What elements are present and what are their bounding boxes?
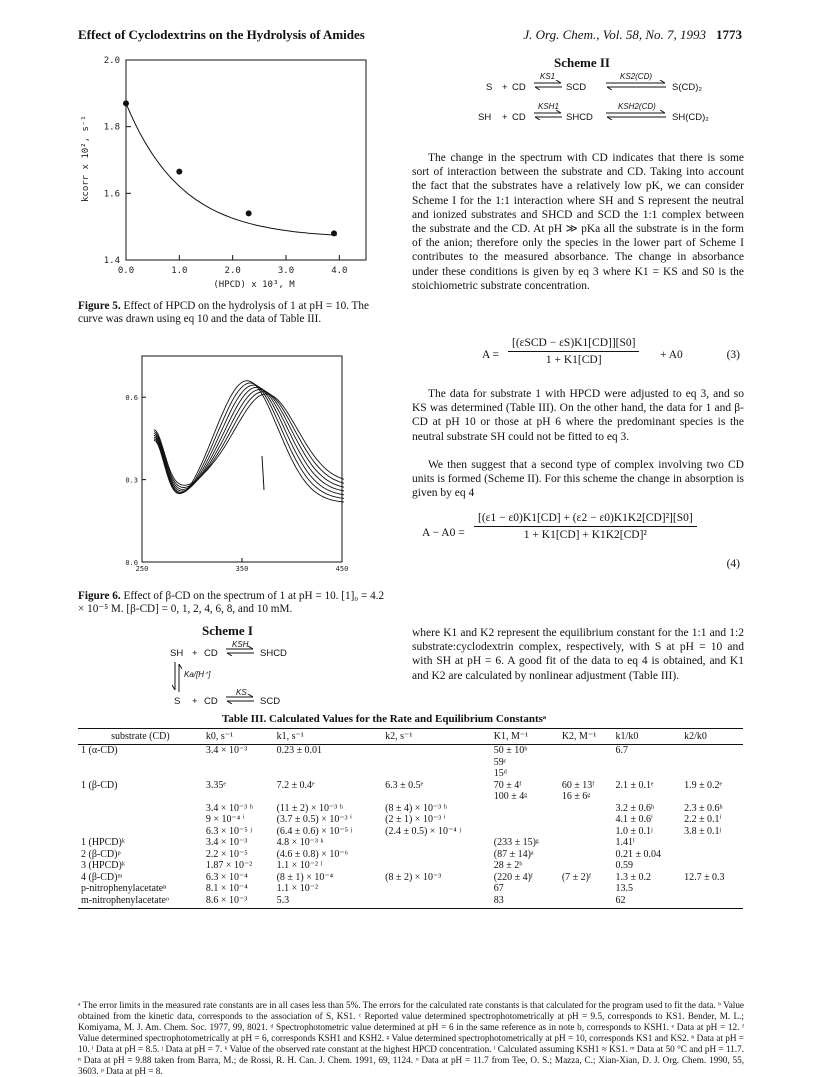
fig5-x-tick-label: 2.0 — [224, 266, 241, 276]
table-cell: 60 ± 13ᶠ — [561, 779, 595, 791]
table-row — [78, 803, 743, 815]
fig6-spectrum-line — [154, 390, 344, 490]
table-cell — [613, 757, 682, 769]
table-row — [78, 780, 743, 792]
table-cell: 2 (β-CD)ᵖ — [81, 848, 121, 860]
fig5-data-point — [176, 169, 182, 175]
table-cell: (233 ± 15)ᵍ — [493, 837, 539, 848]
table-cell — [382, 895, 491, 909]
table-cell: 28 ± 2ᵇ — [493, 860, 523, 871]
fig5-y-tick-label: 1.4 — [103, 256, 120, 266]
fig5-data-point — [246, 210, 252, 216]
table-cell — [203, 768, 274, 780]
figure-6-chart — [112, 350, 352, 582]
table-row — [78, 826, 743, 838]
table-cell: 100 ± 4ᵍ — [493, 791, 528, 802]
s1-sh: SH — [170, 648, 184, 659]
eq3-lhs: A = — [482, 349, 500, 361]
table-cell — [681, 895, 743, 909]
page-number: 1773 — [716, 27, 742, 42]
table-cell: 4 (β-CD)ᵐ — [81, 871, 123, 883]
table-cell: 6.3 × 10⁻⁵ ʲ — [205, 825, 252, 837]
s1-ksh: KSH — [232, 640, 249, 649]
table-cell — [78, 791, 203, 803]
table-cell: (8 ± 2) × 10⁻³ — [385, 871, 442, 883]
equation-4 — [412, 512, 744, 570]
s2-plus1: + — [502, 82, 508, 93]
table-cell — [382, 757, 491, 769]
s2-ksh2: KSH2(CD) — [618, 102, 656, 111]
table-cell: 1.1 × 10⁻² ˡ — [276, 860, 323, 871]
table-cell: 5.3 — [274, 895, 383, 909]
figure-6-caption-text: Effect of β-CD on the spectrum of 1 at pH = 10. [1]₀ = 4.2 × 10⁻⁵ M. [β-CD] = 0, 1, 2, 4, 6, 8, and 10 mM. — [78, 590, 385, 615]
fig5-y-ticks — [104, 56, 131, 266]
table-cell: 6.7 — [615, 745, 629, 756]
table-row — [78, 872, 743, 884]
table-cell — [274, 757, 383, 769]
table-cell: 13.5 — [615, 883, 634, 894]
table-3-title: Table III. Calculated Values for the Rate and Equilibrium Constantsᵃ — [222, 713, 547, 725]
table-cell — [559, 837, 613, 849]
paragraph-1: The change in the spectrum with CD indicates that there is some sort of interaction between the substrate and CD. Taking into account the fact that the substrates have a relatively low pK, we can consider Scheme I for the 1:1 interaction where SH and S represent the neutral and ionized substrates and SHCD and SCD the 1:1 complex between the substrate and the CD. At pH ≫ pKa all the substrate is in the form of the anion; therefore only the species in the lower part of Scheme I contributes to the measured absorbance. The change in absorbance under these conditions is given by eq 3 where K1 = KS and S0 is the stoichiometric substrate concentration. — [412, 152, 744, 292]
eq3-fraction — [508, 337, 639, 366]
table-cell — [681, 860, 743, 872]
fig5-y-tick-label: 1.6 — [103, 189, 120, 200]
figure-5-chart — [78, 52, 378, 292]
table-cell — [382, 860, 491, 872]
figure-5-caption-text: Effect of HPCD on the hydrolysis of 1 at pH = 10. The curve was drawn using eq 10 and the data of Table III. — [78, 300, 369, 325]
table-3 — [78, 728, 743, 909]
eq3-numerator: [(εSCD − εS)K1[CD]][S0] — [508, 337, 639, 352]
s1-vertical-arrows — [172, 662, 182, 692]
s2-ks1: KS1 — [540, 72, 556, 81]
table-cell — [382, 837, 491, 849]
equation-3 — [448, 337, 744, 377]
table-cell: 15ᵈ — [493, 768, 507, 779]
eq4-numerator: [(ε1 − ε0)K1[CD] + (ε2 − ε0)K1K2[CD]²][S0] — [474, 512, 697, 527]
table-cell — [491, 814, 559, 826]
table-cell — [681, 883, 743, 895]
table-cell — [78, 826, 203, 838]
table-cell: 62 — [613, 895, 682, 909]
s2-shcd2: SH(CD)₂ — [672, 112, 709, 123]
table-row — [78, 895, 743, 909]
s2-cd1: CD — [512, 82, 526, 93]
table-cell: 1.9 ± 0.2ᵉ — [684, 779, 723, 791]
figure-5-label: Figure 5. — [78, 300, 121, 312]
table-cell: 6.3 × 10⁻⁴ — [205, 871, 248, 883]
table-cell: (8 ± 1) × 10⁻⁴ — [276, 871, 334, 883]
s1-plus1: + — [192, 648, 198, 659]
table-cell — [382, 849, 491, 861]
table-cell: 8.6 × 10⁻³ — [203, 895, 274, 909]
table-cell — [559, 826, 613, 838]
table-cell — [681, 849, 743, 861]
fig6-y-ticks — [125, 394, 146, 567]
table-cell: m-nitrophenylacetateᵒ — [78, 895, 203, 909]
fig6-x-tick-label: 350 — [235, 565, 249, 573]
figure-6-caption — [78, 590, 386, 616]
fig5-y-tick-label: 2.0 — [103, 56, 120, 66]
eq3-rhs: + A0 — [660, 349, 683, 361]
fig5-y-tick-label: 1.8 — [103, 122, 120, 133]
fig6-spectrum-line — [154, 385, 344, 495]
table-cell — [559, 895, 613, 909]
table-cell: 0.21 ± 0.04 — [615, 848, 662, 860]
running-header-title: Effect of Cyclodextrins on the Hydrolysis of Amides — [78, 27, 365, 42]
table-cell: 83 — [491, 895, 559, 909]
table-cell: 3.2 ± 0.6ʰ — [615, 802, 655, 814]
s2-ks2: KS2(CD) — [620, 72, 653, 81]
table-row — [78, 849, 743, 861]
table-cell — [559, 849, 613, 861]
table-cell: 6.3 ± 0.5ᵉ — [385, 779, 424, 791]
table-row — [78, 745, 743, 757]
table-cell — [78, 803, 203, 815]
s2-sh: SH — [478, 112, 492, 123]
table-cell: (220 ± 4)ᶠ — [493, 871, 533, 883]
table-cell: 4.8 × 10⁻³ ᵏ — [276, 837, 324, 848]
table-row — [78, 860, 743, 872]
fig6-y-tick-label: 0.0 — [125, 559, 138, 567]
s1-ks: KS — [236, 688, 247, 697]
table-cell: 3.35ᵉ — [205, 779, 226, 791]
eq3-number: (3) — [726, 349, 740, 361]
paragraph-4: where K1 and K2 represent the equilibrium constant for the 1:1 and 1:2 substrate:cyclodextrin complex, respectively, with S at pH = 10 and with SH at pH = 6. A good fit of the data to eq 4 is obtained, and K1 and K2 are calculated by nonlinear adjustment (Table III). — [412, 627, 744, 682]
table-cell — [559, 883, 613, 895]
s2-eq-arrow4 — [606, 110, 666, 120]
table-header-cell: substrate (CD) — [78, 729, 203, 745]
s1-scd: SCD — [260, 696, 281, 707]
table-cell: 50 ± 10ᵇ — [493, 745, 528, 756]
table-cell — [78, 814, 203, 826]
table-cell — [203, 757, 274, 769]
table-cell: 8.1 × 10⁻⁴ — [205, 883, 248, 894]
table-cell: 2.2 ± 0.1ⁱ — [684, 814, 722, 825]
s2-cd2: CD — [512, 112, 526, 123]
table-cell — [491, 826, 559, 838]
table-cell — [382, 768, 491, 780]
table-cell: 2.2 × 10⁻⁵ — [205, 848, 248, 860]
table-cell — [559, 860, 613, 872]
table-cell — [78, 768, 203, 780]
table-cell: (2.4 ± 0.5) × 10⁻⁴ ʲ — [385, 825, 461, 837]
figure-6-label: Figure 6. — [78, 590, 121, 602]
table-cell: 0.59 — [615, 860, 634, 871]
scheme-1-title: Scheme I — [202, 623, 253, 638]
paragraph-3: We then suggest that a second type of complex involving two CD units is formed (Scheme II). For this scheme the change in absorption is given by eq 4 — [412, 459, 744, 500]
table-cell: (87 ± 14)ᵃ — [493, 848, 534, 860]
s2-scd: SCD — [566, 82, 587, 93]
table-cell: 0.23 ± 0.01 — [276, 745, 323, 756]
s2-eq-arrow2 — [606, 80, 666, 90]
fig5-plot-frame — [126, 60, 366, 260]
table-cell: (4.6 ± 0.8) × 10⁻⁶ — [276, 848, 349, 860]
table-cell: 2.3 ± 0.6ʰ — [684, 802, 723, 814]
scheme-2 — [476, 68, 746, 128]
table-cell: 3.8 ± 0.1ʲ — [684, 825, 722, 837]
table-header-cell: k2, s⁻¹ — [382, 729, 491, 745]
table-cell: 1.1 × 10⁻² — [276, 883, 318, 894]
table-cell — [491, 803, 559, 815]
table-cell: 3.4 × 10⁻³ ʰ — [205, 802, 253, 814]
table-cell: 1 (HPCD)ᵏ — [81, 837, 125, 848]
s1-eq-arrow1 — [226, 646, 254, 659]
eq4-number: (4) — [726, 558, 740, 570]
running-header-journal — [523, 27, 742, 43]
fig6-spectra — [154, 381, 344, 502]
fig6-x-ticks — [136, 558, 349, 573]
fig6-spectrum-line — [154, 394, 344, 485]
paragraph-2: The data for substrate 1 with HPCD were adjusted to eq 3, and so KS was determined (Table III). On the other hand, the data for 1 and β-CD at pH 10 or those at pH 6 where the predominant species is the neutral substrate SH could not be fitted to eq 3. — [412, 388, 744, 443]
fig5-y-axis-label: kcorr x 10², s⁻¹ — [81, 115, 91, 202]
scheme-2-title: Scheme II — [554, 55, 610, 70]
table-row — [78, 768, 743, 780]
fig6-x-tick-label: 450 — [335, 565, 349, 573]
s2-ksh1: KSH1 — [538, 102, 559, 111]
eq4-lhs: A − A0 = — [422, 527, 465, 539]
fig5-x-tick-label: 1.0 — [171, 266, 188, 276]
table-cell: 12.7 ± 0.3 — [684, 871, 725, 883]
table-cell: 1.0 ± 0.1ʲ — [615, 825, 653, 837]
table-cell — [681, 757, 743, 769]
fig5-x-axis-label: (HPCD) x 10³, M — [213, 280, 295, 290]
table-cell: (8 ± 4) × 10⁻³ ʰ — [385, 802, 447, 814]
table-cell: (7 ± 2)ᶠ — [561, 871, 592, 883]
table-header-row — [78, 729, 743, 745]
fig5-data-point — [123, 100, 129, 106]
table-row — [78, 814, 743, 826]
table-cell: 67 — [493, 883, 504, 894]
table-cell: 1 (β-CD) — [81, 779, 118, 791]
fig6-arrow — [262, 456, 264, 490]
s1-cd1: CD — [204, 648, 218, 659]
s2-eq-arrow3 — [534, 110, 562, 120]
table-cell: 59ᶜ — [493, 756, 507, 768]
s2-eq-arrow1 — [534, 80, 562, 90]
fig5-x-ticks — [118, 255, 348, 276]
table-cell — [559, 745, 613, 757]
table-row — [78, 791, 743, 803]
s1-s: S — [174, 696, 181, 707]
table-cell: 7.2 ± 0.4ᵉ — [276, 779, 315, 791]
table-cell: 2.1 ± 0.1ᵉ — [615, 779, 654, 791]
table-cell: (11 ± 2) × 10⁻³ ʰ — [276, 802, 343, 814]
table-row — [78, 757, 743, 769]
s1-ka: Ka/[H⁺] — [184, 670, 211, 679]
table-cell — [681, 768, 743, 780]
s1-cd2: CD — [204, 696, 218, 707]
s2-shcd: SHCD — [566, 112, 593, 123]
s2-plus2: + — [502, 112, 508, 123]
table-cell: 1 (α-CD) — [81, 745, 118, 756]
fig5-fit-curve — [126, 103, 337, 235]
table-cell: 1.41ˡ — [615, 837, 635, 848]
s2-scd2: S(CD)₂ — [672, 82, 703, 93]
table-header-cell: k0, s⁻¹ — [203, 729, 274, 745]
s2-s: S — [486, 82, 493, 93]
table-row — [78, 837, 743, 849]
table-cell — [274, 791, 383, 803]
table-cell: 70 ± 4ᶠ — [493, 779, 522, 791]
table-header-cell: k1/k0 — [613, 729, 682, 745]
fig5-x-tick-label: 4.0 — [331, 266, 348, 276]
s1-shcd: SHCD — [260, 648, 287, 659]
table-cell: 3 (HPCD)ᵏ — [81, 860, 125, 871]
table-cell: 1.87 × 10⁻² — [205, 860, 253, 871]
table-cell — [274, 768, 383, 780]
table-cell: 16 ± 6ᵍ — [561, 791, 591, 802]
table-header-cell: k1, s⁻¹ — [274, 729, 383, 745]
table-cell: 4.1 ± 0.6ⁱ — [615, 814, 653, 825]
table-cell — [559, 803, 613, 815]
table-cell — [613, 768, 682, 780]
table-cell: p-nitrophenylacetateⁿ — [81, 883, 167, 894]
table-header-cell: K1, M⁻¹ — [491, 729, 559, 745]
table-body — [78, 745, 743, 909]
fig5-x-tick-label: 0.0 — [117, 266, 135, 276]
fig6-x-tick-label: 250 — [135, 565, 149, 573]
table-cell — [559, 814, 613, 826]
journal-citation: J. Org. Chem., Vol. 58, No. 7, 1993 — [523, 27, 706, 42]
table-header-cell: k2/k0 — [681, 729, 743, 745]
table-cell: (3.7 ± 0.5) × 10⁻³ ⁱ — [276, 814, 352, 825]
table-cell: 3.4 × 10⁻³ — [205, 745, 248, 756]
eq4-fraction — [474, 512, 697, 541]
table-cell — [559, 768, 613, 780]
fig5-data-point — [331, 230, 337, 236]
table-cell — [681, 791, 743, 803]
fig5-data-points — [123, 100, 337, 236]
table-cell — [681, 745, 743, 757]
table-cell: (6.4 ± 0.6) × 10⁻⁵ ʲ — [276, 825, 353, 837]
s1-eq-arrow2 — [226, 694, 254, 707]
table-cell — [382, 791, 491, 803]
table-cell: 9 × 10⁻⁴ ⁱ — [205, 814, 245, 825]
table-cell — [681, 837, 743, 849]
table-cell — [78, 757, 203, 769]
table-row — [78, 883, 743, 895]
scheme-1 — [170, 640, 370, 710]
fig6-spectrum-line — [154, 381, 344, 502]
fig5-x-tick-label: 3.0 — [277, 266, 295, 276]
table-cell — [203, 791, 274, 803]
table-cell — [382, 883, 491, 895]
table-cell: (2 ± 1) × 10⁻³ ⁱ — [385, 814, 446, 825]
s1-plus2: + — [192, 696, 198, 707]
eq3-denominator: 1 + K1[CD] — [545, 354, 602, 366]
table-cell — [559, 757, 613, 769]
table-footnotes: ᵃ The error limits in the measured rate constants are in all cases less than 5%. The errors for the calculated rate constants is that calculated for the program used to fit the data. ᵇ Value obtained from the kinetic data, corresponds to the association of S, KS1. ᶜ Reported value determined spectrophotometrically at pH = 9.5, corresponds to KS1. Bender, M. L.; Komiyama, M. J. Am. Chem. Soc. 1977, 99, 8021. ᵈ Spectrophotometric value determined at pH = 6 in the same reference as in note b, corresponds to KSH1. ᵉ Data at pH = 12. ᶠ Value determined spectrophotometrically at pH = 6, corresponds KSH1 and KSH2. ᵍ Value determined spectrophotometrically at pH = 10, corresponds KS1 and KS2. ʰ Data at pH = 10. ⁱ Data at pH = 8.5. ʲ Data at pH = 7. ᵏ Value of the observed rate constant at the highest HPCD concentration. ˡ Calculated assuming KSH1 ≈ KS1. ᵐ Data at 50 °C and pH = 11.7. ⁿ Data at pH = 9.88 taken from Barra, M.; de Rossi, R. H. Can. J. Chem. 1991, 69, 1124. ᵒ Data at pH = 11.7 from Tee, O. S.; Mazza, C.; Xian-Xian, D. J. Org. Chem. 1990, 55, 3603. ᵖ Data at pH = 8. — [78, 1000, 744, 1076]
table-cell: 1.3 ± 0.2 — [615, 871, 652, 883]
table-cell — [613, 791, 682, 803]
fig6-spectrum-line — [154, 387, 344, 491]
table-header-cell: K2, M⁻¹ — [559, 729, 613, 745]
fig6-y-tick-label: 0.3 — [125, 476, 138, 485]
figure-5-caption — [78, 300, 386, 326]
eq4-denominator: 1 + K1[CD] + K1K2[CD]² — [523, 529, 647, 541]
fig6-y-tick-label: 0.6 — [125, 394, 138, 403]
table-cell: 3.4 × 10⁻³ — [205, 837, 248, 848]
table-cell — [382, 745, 491, 757]
